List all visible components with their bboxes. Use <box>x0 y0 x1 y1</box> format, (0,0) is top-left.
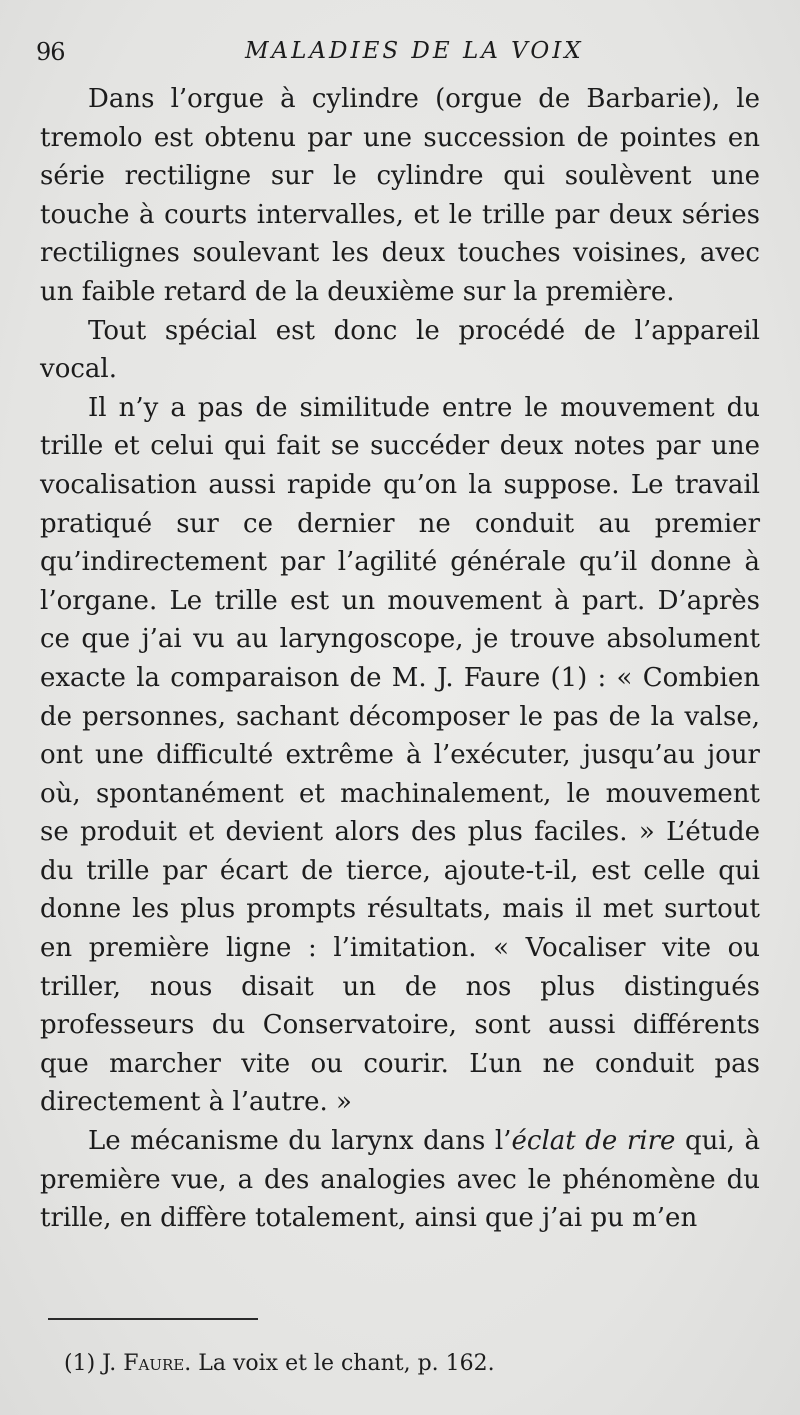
italic-phrase: éclat de rire <box>511 1126 676 1157</box>
paragraph-text-continued: qui, à première vue, a des analogies avec le phénomène du trille, en diffère totalement, ainsi que j’ai pu m’en <box>40 1126 760 1234</box>
paragraph-text: Le mécanisme du larynx dans l’ <box>88 1126 512 1157</box>
footnote-text: La voix et le chant, p. 162. <box>198 1351 495 1376</box>
paragraph-text: Dans l’orgue à cylindre (orgue de Barbarie), le tremolo est obtenu par une succession de pointes en série rectiligne sur le cylindre qui soulèvent une touche à courts intervalles, et le trille par deux séries rectilignes soulevant les deux touches voisines, avec un faible retard de la deuxième sur la première. <box>40 84 760 307</box>
footnote-separator <box>48 1318 258 1320</box>
paragraph <box>40 1122 760 1238</box>
paragraph <box>40 389 760 1122</box>
paragraph <box>40 312 760 389</box>
footnote-author: Faure. <box>123 1351 192 1376</box>
footnote-marker: (1) J. <box>64 1351 117 1376</box>
page-number: 96 <box>36 38 65 66</box>
paragraph-text: Il n’y a pas de similitude entre le mouvement du trille et celui qui fait se succéder deux notes par une vocalisation aussi rapide qu’on la suppose. Le travail pratiqué sur ce dernier ne conduit au premier qu’indirectement par l’agilité générale qu’il donne à l’organe. Le trille est un mouvement à part. D’après ce que j’ai vu au laryngoscope, je trouve absolument exacte la comparaison de M. J. Faure (1) : « Combien de personnes, sachant décomposer le pas de la valse, ont une difficulté extrême à l’exécuter, jusqu’au jour où, spontanément et machinalement, le mouvement se produit et devient alors des plus faciles. » L’étude du trille par écart de tierce, ajoute-t-il, est celle qui donne les plus prompts résultats, mais il met surtout en première ligne : l’imitation. « Vocaliser vite ou triller, nous disait un de nos plus distingués professeurs du Conservatoire, sont aussi différents que marcher vite ou courir. L’un ne conduit pas directement à l’autre. » <box>40 392 760 1118</box>
page-header <box>30 38 800 74</box>
paragraph <box>40 80 760 312</box>
body-text <box>40 80 760 1238</box>
running-title: MALADIES DE LA VOIX <box>245 38 584 64</box>
paragraph-text: Tout spécial est donc le procédé de l’appareil vocal. <box>40 315 760 385</box>
footnote <box>64 1350 764 1378</box>
